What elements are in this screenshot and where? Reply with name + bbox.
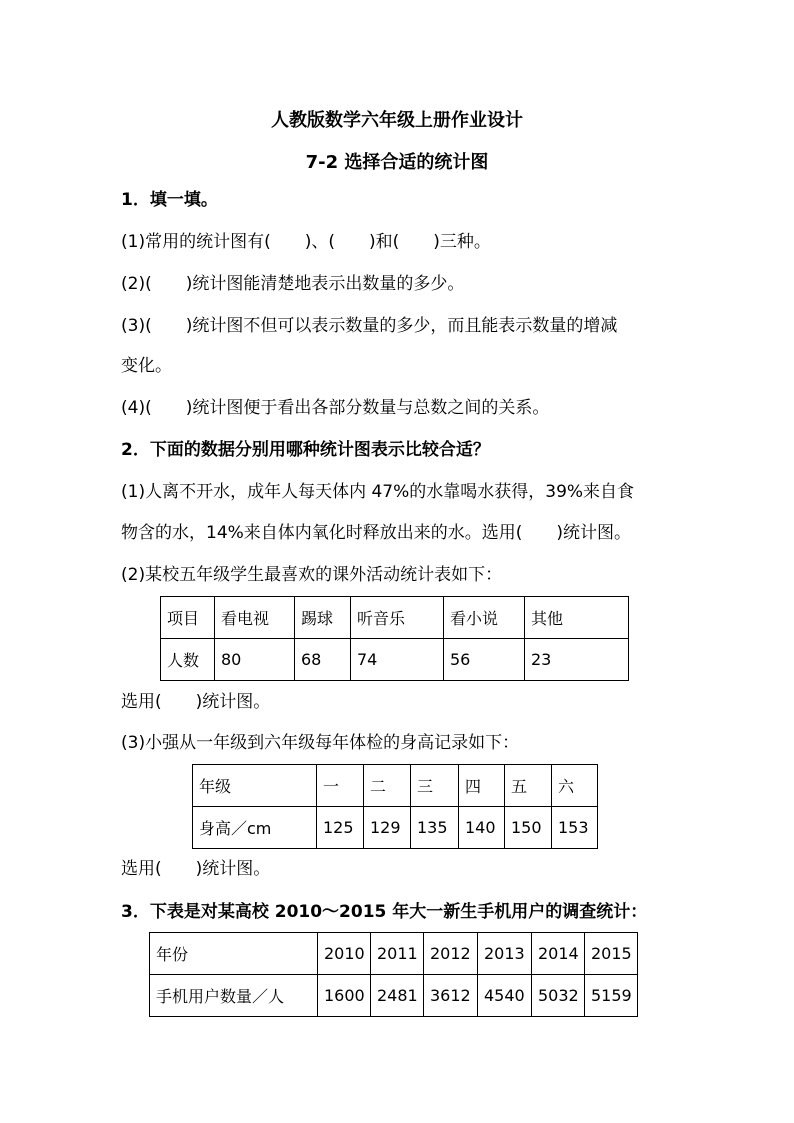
question-2-part-2-answer: 选用( )统计图。 bbox=[121, 692, 271, 712]
table-cell: 5159 bbox=[585, 975, 638, 1017]
table-cell: 2010 bbox=[318, 933, 371, 975]
table-cell: 2014 bbox=[532, 933, 585, 975]
table-cell: 2013 bbox=[478, 933, 532, 975]
question-1-item-3-cont: 变化。 bbox=[121, 356, 172, 376]
question-2-part-3-answer: 选用( )统计图。 bbox=[121, 859, 271, 879]
table-cell: 一 bbox=[317, 765, 364, 807]
table-cell: 身高／cm bbox=[193, 807, 317, 849]
table-cell: 项目 bbox=[161, 597, 215, 639]
page-title: 人教版数学六年级上册作业设计 bbox=[271, 110, 523, 131]
question-2-heading: 2．下面的数据分别用哪种统计图表示比较合适？ bbox=[121, 440, 490, 460]
question-1-item-3: (3)( )统计图不但可以表示数量的多少，而且能表示数量的增减 bbox=[121, 316, 618, 336]
table-cell: 56 bbox=[444, 639, 525, 681]
table-cell: 手机用户数量／人 bbox=[150, 975, 318, 1017]
table-cell: 其他 bbox=[525, 597, 629, 639]
question-1-item-1: (1)常用的统计图有( )、( )和( )三种。 bbox=[121, 232, 491, 252]
table-cell: 听音乐 bbox=[351, 597, 444, 639]
table-row bbox=[150, 975, 638, 1017]
table-cell: 4540 bbox=[478, 975, 532, 1017]
table-cell: 5032 bbox=[532, 975, 585, 1017]
table-cell: 80 bbox=[215, 639, 295, 681]
table-cell: 三 bbox=[411, 765, 459, 807]
table-cell: 135 bbox=[411, 807, 459, 849]
question-2-part-1-line-1: (1)人离不开水，成年人每天体内 47%的水靠喝水获得，39%来自食 bbox=[121, 482, 635, 502]
question-1-item-2: (2)( )统计图能清楚地表示出数量的多少。 bbox=[121, 274, 465, 294]
activity-table bbox=[160, 596, 629, 681]
table-cell: 看电视 bbox=[215, 597, 295, 639]
table-cell: 人数 bbox=[161, 639, 215, 681]
table-cell: 129 bbox=[364, 807, 411, 849]
table-cell: 74 bbox=[351, 639, 444, 681]
table-row bbox=[150, 933, 638, 975]
question-3-heading: 3．下表是对某高校 2010～2015 年大一新生手机用户的调查统计： bbox=[121, 902, 648, 922]
table-cell: 150 bbox=[505, 807, 552, 849]
table-cell: 五 bbox=[505, 765, 552, 807]
phone-user-table bbox=[149, 932, 638, 1017]
question-2-part-2-intro: (2)某校五年级学生最喜欢的课外活动统计表如下： bbox=[121, 565, 503, 585]
question-1-item-4: (4)( )统计图便于看出各部分数量与总数之间的关系。 bbox=[121, 398, 550, 418]
table-cell: 六 bbox=[552, 765, 598, 807]
table-cell: 二 bbox=[364, 765, 411, 807]
table-row bbox=[193, 765, 598, 807]
table-cell: 2012 bbox=[424, 933, 478, 975]
table-row bbox=[161, 639, 629, 681]
table-cell: 1600 bbox=[318, 975, 371, 1017]
page-subtitle: 7-2 选择合适的统计图 bbox=[305, 152, 489, 173]
table-cell: 2015 bbox=[585, 933, 638, 975]
height-table bbox=[192, 764, 598, 849]
table-cell: 四 bbox=[459, 765, 505, 807]
table-cell: 2011 bbox=[371, 933, 424, 975]
table-cell: 153 bbox=[552, 807, 598, 849]
table-cell: 3612 bbox=[424, 975, 478, 1017]
table-cell: 踢球 bbox=[295, 597, 351, 639]
table-cell: 125 bbox=[317, 807, 364, 849]
table-row bbox=[161, 597, 629, 639]
question-2-part-1-line-2: 物含的水，14%来自体内氧化时释放出来的水。选用( )统计图。 bbox=[121, 523, 632, 543]
question-1-heading: 1．填一填。 bbox=[121, 190, 218, 210]
table-cell: 看小说 bbox=[444, 597, 525, 639]
question-2-part-3-intro: (3)小强从一年级到六年级每年体检的身高记录如下： bbox=[121, 733, 520, 753]
table-cell: 年份 bbox=[150, 933, 318, 975]
table-cell: 23 bbox=[525, 639, 629, 681]
table-cell: 68 bbox=[295, 639, 351, 681]
table-cell: 140 bbox=[459, 807, 505, 849]
table-cell: 年级 bbox=[193, 765, 317, 807]
table-cell: 2481 bbox=[371, 975, 424, 1017]
table-row bbox=[193, 807, 598, 849]
